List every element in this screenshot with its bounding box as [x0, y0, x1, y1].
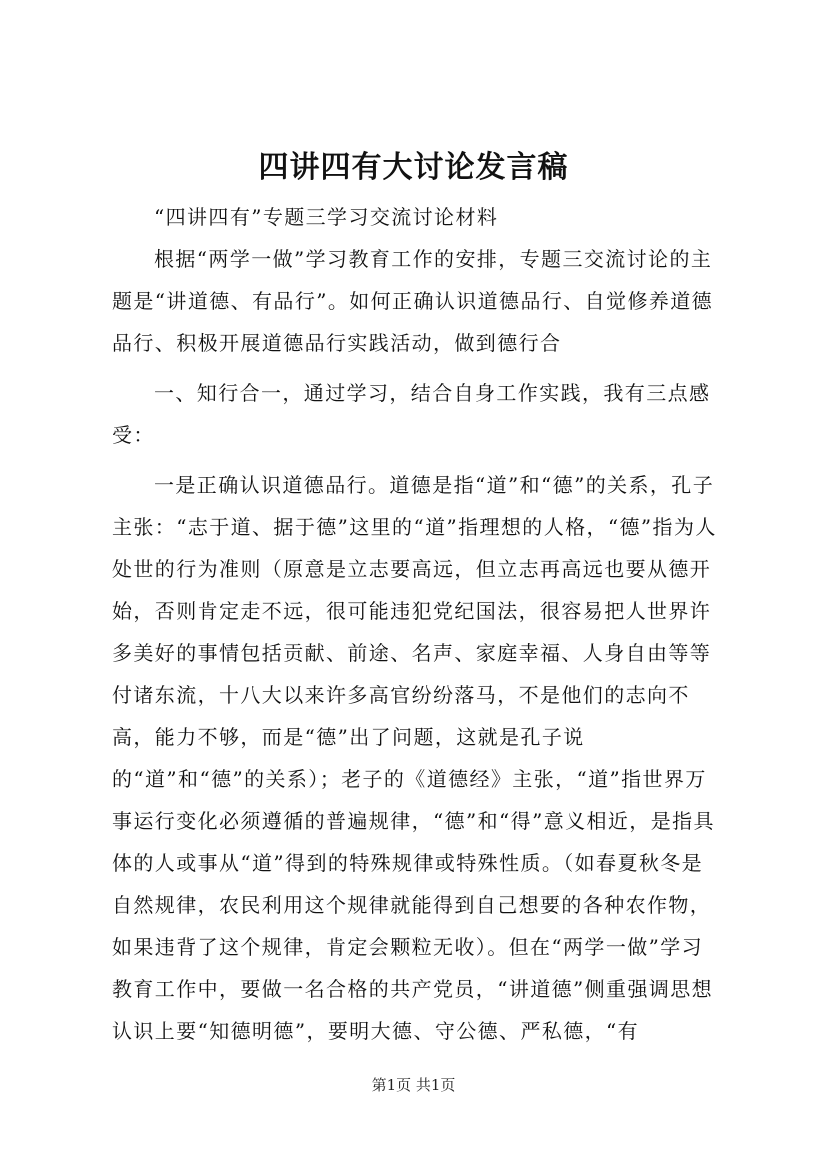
document-body: [112, 196, 724, 1052]
page-title: 四讲四有大讨论发言稿: [258, 150, 569, 185]
page-footer: 第1页 共1页: [371, 1076, 456, 1094]
paragraph-2: 一、知行合一，通过学习，结合自身工作实践，我有三点感受：: [112, 381, 711, 447]
subtitle: “四讲四有”专题三学习交流讨论材料: [154, 205, 499, 229]
paragraph-gap: [112, 364, 724, 372]
paragraph-gap: [112, 456, 724, 464]
paragraph-1: 根据“两学一做”学习教育工作的安排，专题三交流讨论的主题是“讲道德、有品行”。如何正确认识道德品行、自觉修养道德品行、积极开展道德品行实践活动，做到德行合: [112, 247, 714, 355]
paragraph-3: 一是正确认识道德品行。道德是指“道”和“德”的关系，孔子主张：“志于道、据于德”这里的“道”指理想的人格，“德”指为人处世的行为准则（原意是立志要高远，但立志再高远也要从德开始，否则肯定走不远，很可能违犯党纪国法，很容易把人世界许多美好的事情包括贡献、前途、名声、家庭幸福、人身自由等等付诸东流，十八大以来许多高官纷纷落马，不是他们的志向不高，能力不够，而是“德”出了问题，这就是孔子说的“道”和“德”的关系）；老子的《道德经》主张，“道”指世界万事运行变化必须遵循的普遍规律，“德”和“得”意义相近，是指具体的人或事从“道”得到的特殊规律或特殊性质。（如春夏秋冬是自然规律，农民利用这个规律就能得到自己想要的各种农作物，如果违背了这个规律，肯定会颗粒无收）。但在“两学一做”学习教育工作中，要做一名合格的共产党员，“讲道德”侧重强调思想认识上要“知德明德”，要明大德、守公德、严私德，“有: [112, 473, 717, 1043]
